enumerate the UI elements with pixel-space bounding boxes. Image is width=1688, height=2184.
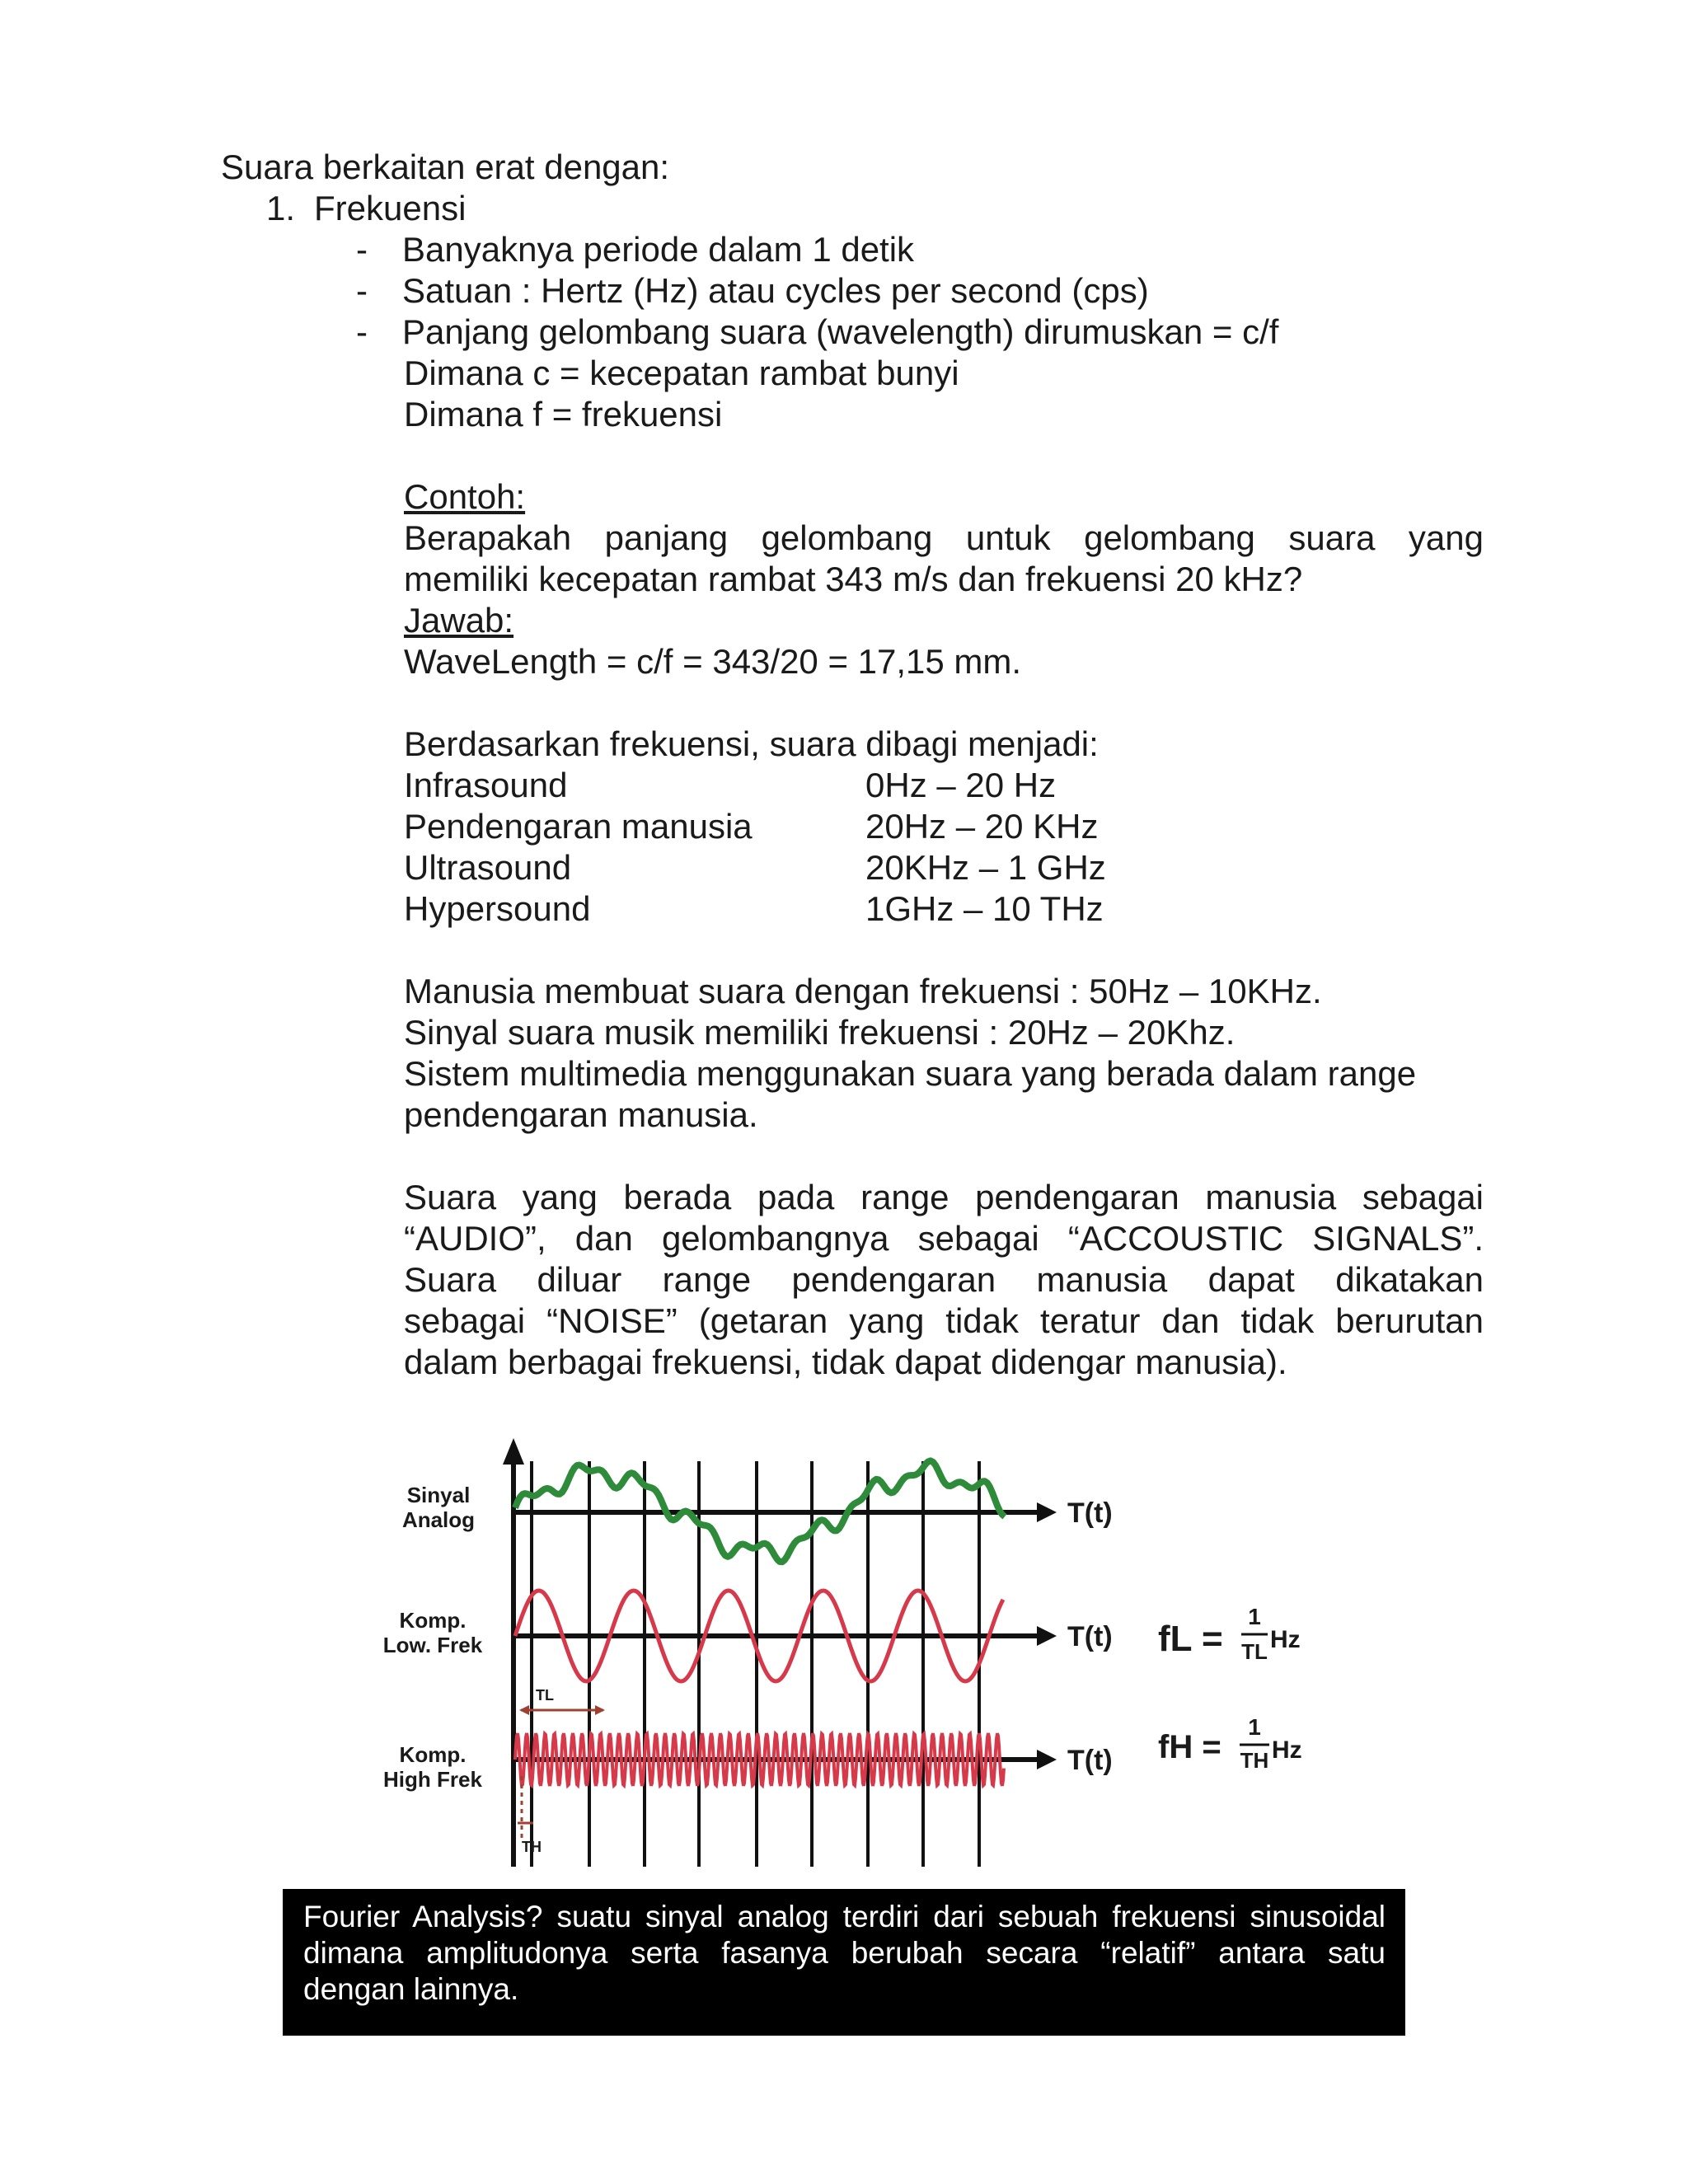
class-name: Infrasound bbox=[404, 766, 568, 804]
class-row bbox=[404, 806, 1558, 847]
formula-low-unit: Hz bbox=[1270, 1626, 1301, 1653]
fact-line: pendengaran manusia. bbox=[404, 1095, 758, 1134]
question-line: Berapakah panjang gelombang untuk gelombang suara yang bbox=[404, 518, 1484, 557]
class-name: Ultrasound bbox=[404, 848, 572, 887]
class-range: 1GHz – 10 THz bbox=[865, 889, 1104, 928]
example-heading: Contoh: bbox=[404, 477, 526, 516]
formula-low bbox=[1158, 1604, 1301, 1664]
audio-paragraph bbox=[404, 1177, 1484, 1383]
class-name: Pendengaran manusia bbox=[404, 807, 753, 846]
formula-high-denominator: TH bbox=[1240, 1748, 1269, 1773]
intro-text: Suara berkaitan erat dengan: bbox=[221, 148, 670, 186]
period-high-label: TH bbox=[522, 1839, 542, 1855]
axis-label-time: T(t) bbox=[1067, 1745, 1113, 1776]
formula-high-numerator: 1 bbox=[1248, 1714, 1261, 1740]
classification-heading: Berdasarkan frekuensi, suara dibagi menjadi: bbox=[404, 724, 1099, 763]
audio-line: Suara diluar range pendengaran manusia dapat dikatakan bbox=[404, 1260, 1484, 1299]
audio-line: “AUDIO”, dan gelombangnya sebagai “ACCOUSTIC SIGNALS”. bbox=[404, 1219, 1484, 1258]
question-line: memiliki kecepatan rambat 343 m/s dan frekuensi 20 kHz? bbox=[404, 560, 1303, 598]
bullet-2: Satuan : Hertz (Hz) atau cycles per second (cps) bbox=[402, 271, 1149, 310]
class-range: 20Hz – 20 KHz bbox=[865, 807, 1099, 846]
signal-decomposition-figure bbox=[363, 1430, 1327, 1879]
where-f: Dimana f = frekuensi bbox=[404, 395, 723, 434]
where-c: Dimana c = kecepatan rambat bunyi bbox=[404, 354, 959, 392]
audio-line: Suara yang berada pada range pendengaran manusia sebagai bbox=[404, 1178, 1484, 1216]
axis-label-time: T(t) bbox=[1067, 1621, 1113, 1652]
y-axis-arrow bbox=[503, 1438, 524, 1465]
formula-high-lhs: fH = bbox=[1158, 1729, 1221, 1765]
fourier-line: dimana amplitudonya serta fasanya berubah secara “relatif” antara satu bbox=[303, 1936, 1386, 1970]
label-high-frek: High Frek bbox=[383, 1767, 482, 1792]
bullet-dash: - bbox=[356, 230, 368, 269]
time-axis-arrow bbox=[1037, 1626, 1057, 1646]
label-komp-high: Komp. bbox=[399, 1742, 467, 1767]
axis-label-time: T(t) bbox=[1067, 1497, 1113, 1529]
fourier-line: Fourier Analysis? suatu sinyal analog terdiri dari sebuah frekuensi sinusoidal bbox=[303, 1900, 1386, 1933]
section-number: 1. bbox=[266, 189, 296, 227]
bullet-1: Banyaknya periode dalam 1 detik bbox=[402, 230, 915, 269]
time-axis-arrow bbox=[1037, 1750, 1057, 1769]
fourier-line: dengan lainnya. bbox=[303, 1972, 519, 2006]
answer-text: WaveLength = c/f = 343/20 = 17,15 mm. bbox=[404, 642, 1022, 681]
formula-low-numerator: 1 bbox=[1248, 1604, 1261, 1629]
audio-line: sebagai “NOISE” (getaran yang tidak teratur dan tidak berurutan bbox=[404, 1301, 1484, 1340]
label-analog: Analog bbox=[401, 1507, 476, 1532]
formula-high bbox=[1158, 1714, 1302, 1773]
fact-line: Sistem multimedia menggunakan suara yang berada dalam range bbox=[404, 1054, 1417, 1093]
bullet-dash: - bbox=[356, 271, 368, 310]
fact-line: Manusia membuat suara dengan frekuensi : 50Hz – 10KHz. bbox=[404, 972, 1322, 1010]
example-question bbox=[404, 518, 1484, 600]
bullet-3: Panjang gelombang suara (wavelength) dirumuskan = c/f bbox=[402, 312, 1279, 351]
fourier-analysis-box bbox=[283, 1889, 1405, 2036]
period-low-label: TL bbox=[536, 1687, 554, 1704]
class-range: 0Hz – 20 Hz bbox=[865, 766, 1057, 804]
label-komp-low: Komp. bbox=[399, 1608, 467, 1633]
time-axis-arrow bbox=[1037, 1502, 1057, 1522]
class-row bbox=[404, 888, 1558, 930]
formula-low-denominator: TL bbox=[1241, 1639, 1268, 1664]
label-low-frek: Low. Frek bbox=[382, 1633, 483, 1657]
audio-line: dalam berbagai frekuensi, tidak dapat didengar manusia). bbox=[404, 1343, 1287, 1381]
bullet-dash: - bbox=[356, 312, 368, 351]
section-title: Frekuensi bbox=[314, 189, 467, 227]
period-low-arrowhead bbox=[595, 1705, 605, 1715]
class-row bbox=[404, 765, 1558, 806]
class-range: 20KHz – 1 GHz bbox=[865, 848, 1106, 887]
answer-heading: Jawab: bbox=[404, 601, 514, 640]
label-sinyal: Sinyal bbox=[406, 1483, 471, 1507]
period-low-arrowhead bbox=[519, 1705, 529, 1715]
class-row bbox=[404, 847, 1558, 888]
class-name: Hypersound bbox=[404, 889, 591, 928]
fact-line: Sinyal suara musik memiliki frekuensi : 20Hz – 20Khz. bbox=[404, 1013, 1236, 1052]
formula-high-unit: Hz bbox=[1272, 1736, 1302, 1764]
formula-low-lhs: fL = bbox=[1158, 1619, 1223, 1659]
